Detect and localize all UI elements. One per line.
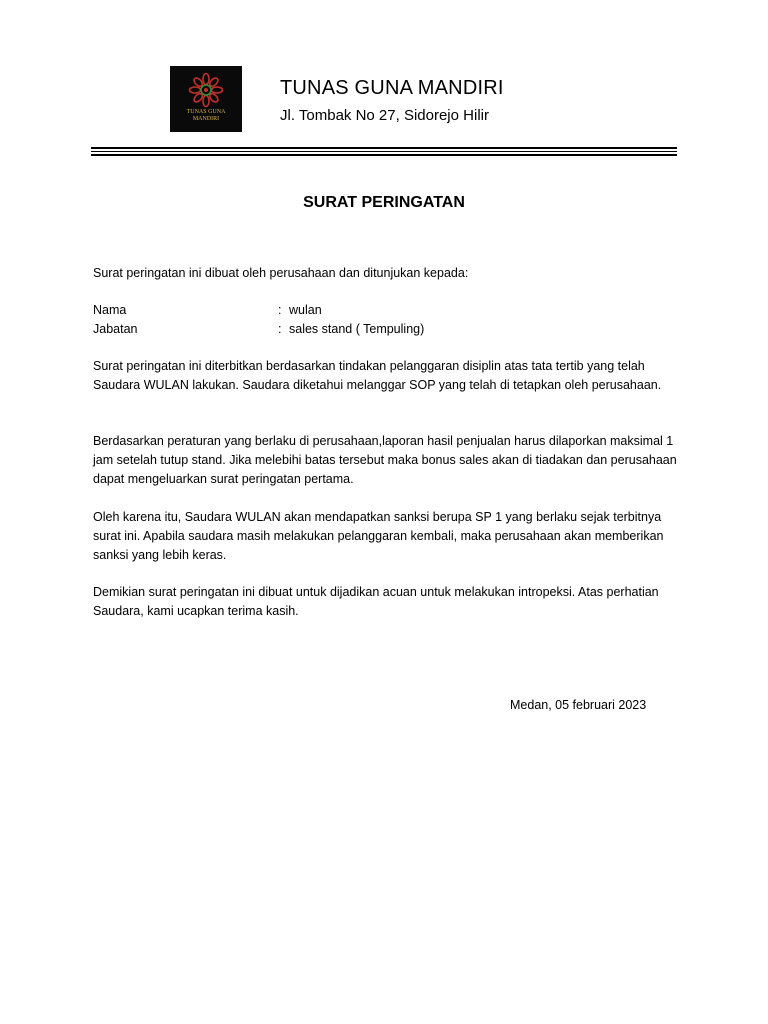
header-divider-top — [91, 147, 677, 149]
body-paragraph: Demikian surat peringatan ini dibuat untuk dijadikan acuan untuk melakukan intropeksi. Atas perhatian Saudara, kami ucapkan terima kasih. — [93, 585, 659, 618]
logo-text-line1: TUNAS GUNA — [186, 109, 226, 115]
header-divider-bottom — [91, 154, 677, 156]
company-name: TUNAS GUNA MANDIRI — [280, 77, 504, 99]
field-label: Nama — [93, 303, 127, 317]
body-paragraph: Berdasarkan peraturan yang berlaku di perusahaan,laporan hasil penjualan harus dilaporkan maksimal 1 jam setelah tutup stand. Jika melebihi batas tersebut maka bonus sales akan di tiadakan dan perusahaan dapat mengeluarkan surat peringatan pertama. — [93, 434, 677, 486]
place-date: Medan, 05 februari 2023 — [510, 698, 647, 712]
body-paragraph: Oleh karena itu, Saudara WULAN akan mendapatkan sanksi berupa SP 1 yang berlaku sejak terbitnya surat ini. Apabila saudara masih melakukan pelanggaran kembali, maka perusahaan akan memberikan sanksi yang lebih keras. — [93, 510, 664, 562]
field-label: Jabatan — [93, 322, 138, 336]
field-value: sales stand ( Tempuling) — [289, 322, 425, 336]
company-address: Jl. Tombak No 27, Sidorejo Hilir — [280, 107, 489, 124]
header-divider-middle — [91, 151, 677, 152]
field-value: wulan — [289, 303, 322, 317]
company-logo — [170, 66, 242, 132]
body-paragraph: Surat peringatan ini diterbitkan berdasarkan tindakan pelanggaran disiplin atas tata tertib yang telah Saudara WULAN lakukan. Saudara diketahui melanggar SOP yang telah di tetapkan oleh perusahaan. — [93, 359, 662, 392]
field-separator: : — [278, 322, 282, 336]
logo-text-line2: MANDIRI — [192, 116, 220, 122]
intro-text: Surat peringatan ini dibuat oleh perusahaan dan ditunjukan kepada: — [93, 266, 469, 280]
field-separator: : — [278, 303, 282, 317]
document-title: SURAT PERINGATAN — [303, 194, 465, 211]
flower-emblem-icon — [186, 70, 226, 110]
